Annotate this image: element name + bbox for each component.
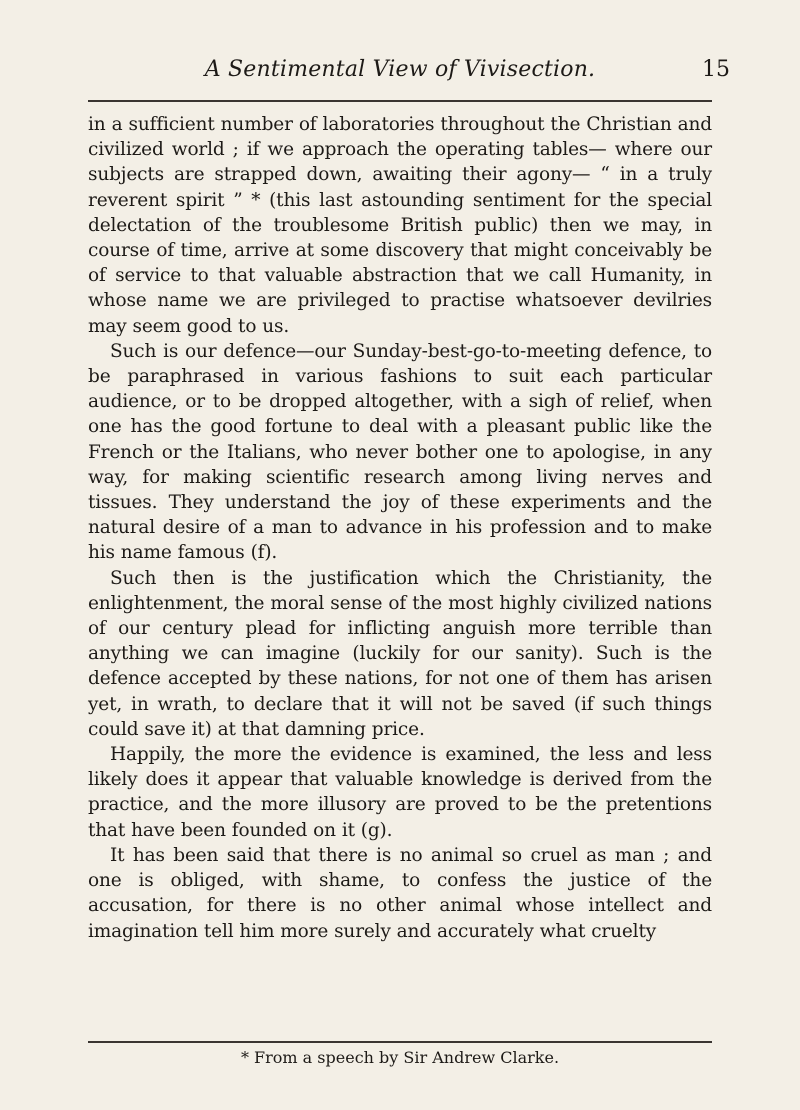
paragraph-justification: Such then is the justification which the Christianity, the enlightenment, the moral sense of the most highly civilized nations of our century plead for inflicting anguish more terrible than anything we can imagine (luckily for our sanity). Such is the defence accepted by these nations, for not one of them has arisen yet, in wrath, to declare that it will not be saved (if such things could save it) at that damning price.: [88, 567, 712, 740]
body-text: [88, 112, 712, 944]
paragraph-cruelty: It has been said that there is no animal so cruel as man ; and one is obliged, with shame, to confess the justice of the accusation, for there is no other animal whose intellect and imagination tell him more surely and accurately what cruelty: [88, 844, 712, 942]
paragraph-evidence: Happily, the more the evidence is examined, the less and less likely does it appear that valuable knowledge is derived from the practice, and the more illusory are proved to be the pretentions that have been founded on it (g).: [88, 744, 712, 841]
paragraph-defence: Such is our defence—our Sunday-best-go-to-meeting defence, to be paraphrased in various fashions to suit each particular audience, or to be dropped altogether, with a sigh of relief, when one has the good fortune to deal with a pleasant public like the French or the Italians, who never bother one to apologise, in any way, for making scientific research among living nerves and tissues. They understand the joy of these experiments and the natural desire of a man to advance in his profession and to make his name famous (f).: [88, 340, 712, 564]
footnote-rule: [88, 1041, 712, 1043]
running-title: A Sentimental View of Vivisection.: [204, 57, 596, 82]
footnote: * From a speech by Sir Andrew Clarke.: [240, 1048, 560, 1067]
paragraph-continuation: in a sufficient number of laboratories throughout the Christian and civilized world ; if we approach the operating tables— where our subjects are strapped down, awaiting their agony— “ in a truly reverent spirit ” * (this last astounding sentiment for the special delectation of the troublesome British public) then we may, in course of time, arrive at some discovery that might conceivably be of service to that valuable abstraction that we call Humanity, in whose name we are privileged to practise whatsoever devilries may seem good to us.: [88, 114, 712, 337]
running-head: [88, 56, 730, 86]
header-rule: [88, 100, 712, 102]
page-number: 15: [702, 57, 730, 82]
